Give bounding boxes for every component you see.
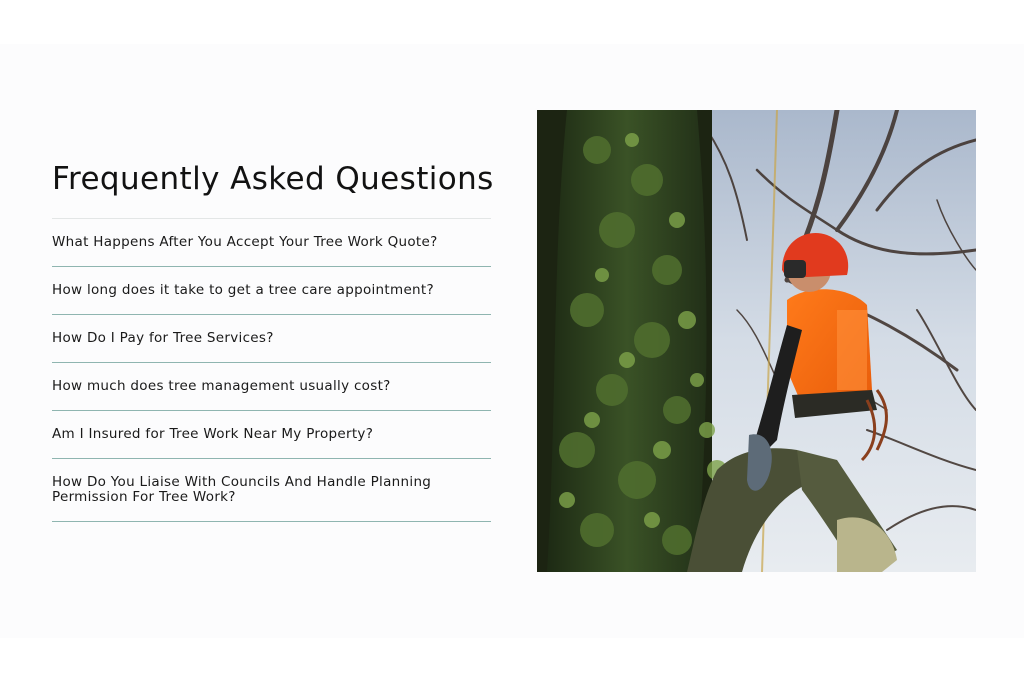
faq-title: Frequently Asked Questions xyxy=(52,161,494,197)
faq-item-councils-planning[interactable] xyxy=(52,459,491,522)
faq-question: What Happens After You Accept Your Tree Work Quote? xyxy=(52,234,438,250)
faq-item-insurance[interactable] xyxy=(52,411,491,459)
arborist-photo xyxy=(537,110,976,572)
arborist-illustration xyxy=(537,110,976,572)
faq-question: How long does it take to get a tree care appointment? xyxy=(52,282,434,298)
faq-question: Am I Insured for Tree Work Near My Property? xyxy=(52,426,374,442)
faq-item-accept-quote[interactable] xyxy=(52,219,491,267)
faq-section xyxy=(52,160,494,522)
faq-item-payment[interactable] xyxy=(52,315,491,363)
faq-item-cost[interactable] xyxy=(52,363,491,411)
faq-list xyxy=(52,218,491,522)
faq-question: How Do I Pay for Tree Services? xyxy=(52,330,274,346)
faq-item-appointment-time[interactable] xyxy=(52,267,491,315)
faq-question: How much does tree management usually cost? xyxy=(52,378,391,394)
faq-question: How Do You Liaise With Councils And Handle Planning Permission For Tree Work? xyxy=(52,474,432,505)
